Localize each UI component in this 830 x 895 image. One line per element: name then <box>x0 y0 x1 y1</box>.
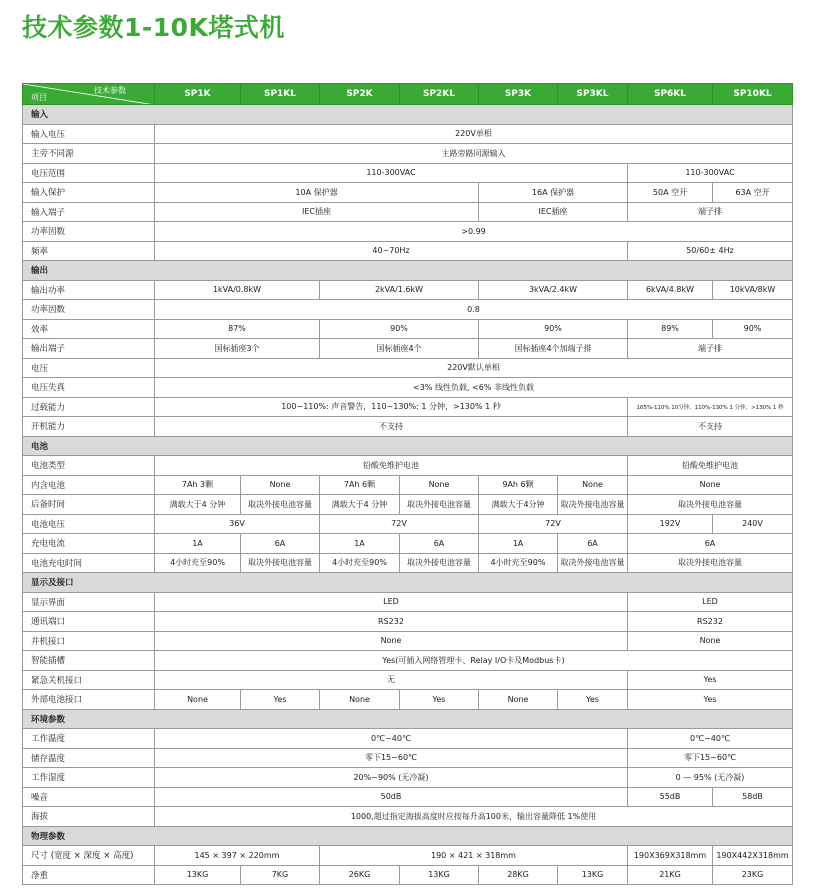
row-label: 尺寸 (宽度 × 深度 × 高度) <box>23 846 155 866</box>
header-corner-cell <box>23 84 155 105</box>
header-corner-item-label: 项目 <box>31 93 47 102</box>
row-label: 智能插槽 <box>23 651 155 671</box>
model-header: SP2K <box>320 84 400 105</box>
value-cell: 7Ah 6颗 <box>320 475 400 495</box>
model-header: SP6KL <box>628 84 713 105</box>
row-label: 电池电压 <box>23 514 155 534</box>
row-label: 功率因数 <box>23 222 155 242</box>
value-cell: 63A 空开 <box>713 183 793 203</box>
value-cell: LED <box>155 592 628 612</box>
row-label: 功率因数 <box>23 300 155 320</box>
section-row <box>23 709 793 729</box>
table-row <box>23 729 793 749</box>
value-cell: LED <box>628 592 793 612</box>
row-label: 电池充电时间 <box>23 553 155 573</box>
value-cell: 105%-110% 10分钟，110%-130% 1 分钟，>130% 1 秒 <box>628 397 793 417</box>
value-cell: 端子排 <box>628 202 793 222</box>
value-cell: 145 × 397 × 220mm <box>155 846 320 866</box>
value-cell: 7KG <box>241 865 320 885</box>
row-label: 电压 <box>23 358 155 378</box>
table-row <box>23 768 793 788</box>
row-label: 输入保护 <box>23 183 155 203</box>
value-cell: 87% <box>155 319 320 339</box>
value-cell: None <box>155 690 241 710</box>
value-cell: 满载大于4 分钟 <box>155 495 241 515</box>
value-cell: 铅酸免维护电池 <box>628 456 793 476</box>
value-cell: 220V单相 <box>155 124 793 144</box>
row-label: 充电电流 <box>23 534 155 554</box>
value-cell: 取决外接电池容量 <box>628 495 793 515</box>
value-cell: 89% <box>628 319 713 339</box>
value-cell: None <box>479 690 558 710</box>
value-cell: 16A 保护器 <box>479 183 628 203</box>
table-row <box>23 300 793 320</box>
value-cell: Yes <box>558 690 628 710</box>
row-label: 紧急关机接口 <box>23 670 155 690</box>
value-cell: 13KG <box>558 865 628 885</box>
table-row <box>23 748 793 768</box>
table-row <box>23 495 793 515</box>
value-cell: 192V <box>628 514 713 534</box>
value-cell: 4小时充至90% <box>155 553 241 573</box>
value-cell: 110-300VAC <box>155 163 628 183</box>
value-cell: 国标插座4个 <box>320 339 479 359</box>
value-cell: 2kVA/1.6kW <box>320 280 479 300</box>
table-row <box>23 241 793 261</box>
section-row <box>23 105 793 125</box>
value-cell: 40~70Hz <box>155 241 628 261</box>
row-label: 电压失真 <box>23 378 155 398</box>
value-cell: 13KG <box>400 865 479 885</box>
section-title: 电池 <box>23 436 793 456</box>
value-cell: >0.99 <box>155 222 793 242</box>
value-cell: 4小时充至90% <box>320 553 400 573</box>
value-cell: 55dB <box>628 787 713 807</box>
value-cell: 28KG <box>479 865 558 885</box>
value-cell: 100~110%: 声音警告，110~130%: 1 分钟，>130% 1 秒 <box>155 397 628 417</box>
table-row <box>23 319 793 339</box>
value-cell: <3% 线性负载, <6% 非线性负载 <box>155 378 793 398</box>
value-cell: None <box>241 475 320 495</box>
value-cell: None <box>558 475 628 495</box>
value-cell: 取决外接电池容量 <box>400 495 479 515</box>
value-cell: 190X369X318mm <box>628 846 713 866</box>
section-row <box>23 436 793 456</box>
table-row <box>23 183 793 203</box>
row-label: 输出功率 <box>23 280 155 300</box>
value-cell: 主路旁路同源输入 <box>155 144 793 164</box>
value-cell: 零下15~60℃ <box>628 748 793 768</box>
value-cell: IEC插座 <box>155 202 479 222</box>
value-cell: 50/60± 4Hz <box>628 241 793 261</box>
value-cell: 13KG <box>155 865 241 885</box>
table-row <box>23 339 793 359</box>
value-cell: 无 <box>155 670 628 690</box>
value-cell: 50A 空开 <box>628 183 713 203</box>
value-cell: Yes(可插入网络管理卡、Relay I/O卡及Modbus卡) <box>155 651 793 671</box>
value-cell: 6A <box>400 534 479 554</box>
section-row <box>23 573 793 593</box>
value-cell: 190 × 421 × 318mm <box>320 846 628 866</box>
value-cell: 取决外接电池容量 <box>241 553 320 573</box>
value-cell: 1A <box>479 534 558 554</box>
value-cell: 7Ah 3颗 <box>155 475 241 495</box>
value-cell: IEC插座 <box>479 202 628 222</box>
table-row <box>23 787 793 807</box>
row-label: 通讯端口 <box>23 612 155 632</box>
value-cell: 240V <box>713 514 793 534</box>
table-row <box>23 397 793 417</box>
value-cell: None <box>628 475 793 495</box>
value-cell: 取决外接电池容量 <box>241 495 320 515</box>
value-cell: 26KG <box>320 865 400 885</box>
model-header: SP2KL <box>400 84 479 105</box>
table-row <box>23 280 793 300</box>
value-cell: 20%~90% (无冷凝) <box>155 768 628 788</box>
table-row <box>23 475 793 495</box>
row-label: 效率 <box>23 319 155 339</box>
value-cell: 90% <box>320 319 479 339</box>
header-corner-spec-label: 技术参数 <box>94 86 126 95</box>
value-cell: 6A <box>628 534 793 554</box>
value-cell: Yes <box>628 690 793 710</box>
value-cell: Yes <box>241 690 320 710</box>
row-label: 外部电池接口 <box>23 690 155 710</box>
row-label: 输出端子 <box>23 339 155 359</box>
row-label: 电池类型 <box>23 456 155 476</box>
row-label: 显示界面 <box>23 592 155 612</box>
value-cell: 58dB <box>713 787 793 807</box>
table-row <box>23 612 793 632</box>
table-row <box>23 378 793 398</box>
table-row <box>23 417 793 437</box>
section-title: 环境参数 <box>23 709 793 729</box>
section-row <box>23 826 793 846</box>
row-label: 储存温度 <box>23 748 155 768</box>
row-label: 输入电压 <box>23 124 155 144</box>
table-row <box>23 514 793 534</box>
value-cell: 零下15~60℃ <box>155 748 628 768</box>
value-cell: 72V <box>479 514 628 534</box>
model-header: SP3K <box>479 84 558 105</box>
value-cell: 不支持 <box>628 417 793 437</box>
value-cell: 0 — 95% (无冷凝) <box>628 768 793 788</box>
value-cell: RS232 <box>628 612 793 632</box>
table-row <box>23 631 793 651</box>
value-cell: 90% <box>479 319 628 339</box>
table-row <box>23 553 793 573</box>
value-cell: 端子排 <box>628 339 793 359</box>
model-header: SP1K <box>155 84 241 105</box>
value-cell: 10kVA/8kW <box>713 280 793 300</box>
table-row <box>23 670 793 690</box>
table-row <box>23 144 793 164</box>
value-cell: 1A <box>320 534 400 554</box>
value-cell: 190X442X318mm <box>713 846 793 866</box>
table-row <box>23 846 793 866</box>
table-row <box>23 651 793 671</box>
value-cell: 取决外接电池容量 <box>628 553 793 573</box>
row-label: 海拔 <box>23 807 155 827</box>
row-label: 开机能力 <box>23 417 155 437</box>
section-title: 物理参数 <box>23 826 793 846</box>
row-label: 主旁不同源 <box>23 144 155 164</box>
value-cell: 满载大于4 分钟 <box>320 495 400 515</box>
table-row <box>23 807 793 827</box>
row-label: 电压范围 <box>23 163 155 183</box>
table-row <box>23 534 793 554</box>
value-cell: 0℃~40℃ <box>155 729 628 749</box>
section-title: 输出 <box>23 261 793 281</box>
row-label: 并机接口 <box>23 631 155 651</box>
model-header: SP3KL <box>558 84 628 105</box>
value-cell: 1000,超过指定海拔高度时应按每升高100米，输出容量降低 1%使用 <box>155 807 793 827</box>
value-cell: None <box>320 690 400 710</box>
row-label: 工作湿度 <box>23 768 155 788</box>
section-title: 显示及接口 <box>23 573 793 593</box>
value-cell: 9Ah 6颗 <box>479 475 558 495</box>
value-cell: 72V <box>320 514 479 534</box>
row-label: 过载能力 <box>23 397 155 417</box>
value-cell: 国标插座3个 <box>155 339 320 359</box>
value-cell: 23KG <box>713 865 793 885</box>
value-cell: None <box>628 631 793 651</box>
table-row <box>23 124 793 144</box>
value-cell: 6A <box>241 534 320 554</box>
value-cell: 0.8 <box>155 300 793 320</box>
value-cell: 6A <box>558 534 628 554</box>
page-title: 技术参数1-10K塔式机 <box>22 13 285 42</box>
row-label: 后备时间 <box>23 495 155 515</box>
spec-table <box>22 83 793 885</box>
value-cell: 铅酸免维护电池 <box>155 456 628 476</box>
value-cell: 不支持 <box>155 417 628 437</box>
row-label: 频率 <box>23 241 155 261</box>
table-row <box>23 163 793 183</box>
value-cell: 国标插座4个加端子排 <box>479 339 628 359</box>
value-cell: 4小时充至90% <box>479 553 558 573</box>
table-row <box>23 202 793 222</box>
value-cell: None <box>400 475 479 495</box>
value-cell: 1A <box>155 534 241 554</box>
value-cell: 90% <box>713 319 793 339</box>
table-row <box>23 865 793 885</box>
value-cell: 3kVA/2.4kW <box>479 280 628 300</box>
value-cell: 220V默认单相 <box>155 358 793 378</box>
row-label: 内含电池 <box>23 475 155 495</box>
value-cell: 满载大于4分钟 <box>479 495 558 515</box>
value-cell: 6kVA/4.8kW <box>628 280 713 300</box>
model-header: SP10KL <box>713 84 793 105</box>
model-header: SP1KL <box>241 84 320 105</box>
row-label: 输入端子 <box>23 202 155 222</box>
value-cell: 取决外接电池容量 <box>558 553 628 573</box>
table-row <box>23 222 793 242</box>
spec-table-body <box>23 84 793 885</box>
value-cell: 取决外接电池容量 <box>558 495 628 515</box>
row-label: 工作温度 <box>23 729 155 749</box>
table-header-row <box>23 84 793 105</box>
value-cell: None <box>155 631 628 651</box>
value-cell: 1kVA/0.8kW <box>155 280 320 300</box>
value-cell: 110-300VAC <box>628 163 793 183</box>
value-cell: 50dB <box>155 787 628 807</box>
table-row <box>23 358 793 378</box>
section-title: 输入 <box>23 105 793 125</box>
table-row <box>23 456 793 476</box>
value-cell: Yes <box>628 670 793 690</box>
section-row <box>23 261 793 281</box>
value-cell: 36V <box>155 514 320 534</box>
value-cell: 取决外接电池容量 <box>400 553 479 573</box>
value-cell: 0℃~40℃ <box>628 729 793 749</box>
value-cell: Yes <box>400 690 479 710</box>
value-cell: RS232 <box>155 612 628 632</box>
row-label: 净重 <box>23 865 155 885</box>
row-label: 噪音 <box>23 787 155 807</box>
value-cell: 21KG <box>628 865 713 885</box>
table-row <box>23 690 793 710</box>
value-cell: 10A 保护器 <box>155 183 479 203</box>
table-row <box>23 592 793 612</box>
